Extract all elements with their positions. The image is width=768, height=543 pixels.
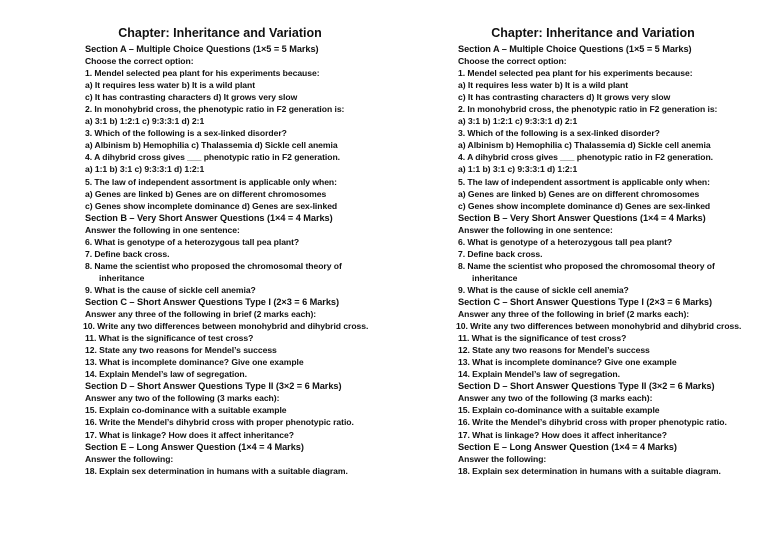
section-heading: Section E – Long Answer Question (1×4 = 4 Marks) [85,441,304,452]
answer-options: a) 3:1 b) 1:2:1 c) 9:3:3:1 d) 2:1 [85,116,205,127]
section-heading: Section A – Multiple Choice Questions (1×5 = 5 Marks) [85,44,319,54]
instruction-text: Choose the correct option: [458,56,567,67]
question: 17. What is linkage? How does it affect inheritance? [85,429,294,440]
question-continuation: inheritance [472,272,518,283]
question: 7. Define back cross. [85,248,170,259]
question: 4. A dihybrid cross gives ___ phenotypic ratio in F2 generation. [85,152,340,163]
instruction-text: Answer the following: [85,453,174,464]
question: 2. In monohybrid cross, the phenotypic ratio in F2 generation is: [85,104,345,115]
question: 3. Which of the following is a sex-linked disorder? [458,128,660,139]
question: 16. Write the Mendel’s dihybrid cross with proper phenotypic ratio. [85,417,354,428]
instruction-text: Answer the following in one sentence: [458,224,613,235]
question: 9. What is the cause of sickle cell anemia? [458,284,629,295]
instruction-text: Answer any three of the following in brief (2 marks each): [85,309,317,320]
section-heading: Section A – Multiple Choice Questions (1×5 = 5 Marks) [458,44,692,54]
question: 4. A dihybrid cross gives ___ phenotypic ratio in F2 generation. [458,152,713,163]
instruction-text: Answer any two of the following (3 marks each): [85,393,280,404]
question: 9. What is the cause of sickle cell anemia? [85,284,256,295]
question: 7. Define back cross. [458,248,543,259]
section-heading: Section C – Short Answer Questions Type I (2×3 = 6 Marks) [458,296,712,307]
instruction-text: Answer the following: [458,453,547,464]
answer-options: c) Genes show incomplete dominance d) Genes are sex-linked [458,200,711,211]
answer-options: a) 1:1 b) 3:1 c) 9:3:3:1 d) 1:2:1 [85,164,205,175]
answer-options: a) It requires less water b) It is a wild plant [85,80,256,91]
question: 15. Explain co-dominance with a suitable example [85,405,287,416]
question: 13. What is incomplete dominance? Give one example [85,357,304,368]
question: 15. Explain co-dominance with a suitable example [458,405,660,416]
answer-options: a) Genes are linked b) Genes are on different chromosomes [458,188,700,199]
answer-options: a) Genes are linked b) Genes are on different chromosomes [85,188,327,199]
instruction-text: Answer any three of the following in brief (2 marks each): [458,309,690,320]
question: 13. What is incomplete dominance? Give one example [458,357,677,368]
section-heading: Section D – Short Answer Questions Type II (3×2 = 6 Marks) [85,381,342,392]
instruction-text: Answer any two of the following (3 marks each): [458,393,653,404]
answer-options: a) 3:1 b) 1:2:1 c) 9:3:3:1 d) 2:1 [458,116,578,127]
question: 3. Which of the following is a sex-linked disorder? [85,128,287,139]
question: 10. Write any two differences between monohybrid and dihybrid cross. [456,321,742,332]
question: 5. The law of independent assortment is applicable only when: [458,176,710,187]
answer-options: c) It has contrasting characters d) It grows very slow [458,92,671,103]
question: 17. What is linkage? How does it affect inheritance? [458,429,667,440]
instruction-text: Answer the following in one sentence: [85,224,240,235]
question: 6. What is genotype of a heterozygous tall pea plant? [458,236,673,247]
question: 2. In monohybrid cross, the phenotypic ratio in F2 generation is: [458,104,718,115]
question: 16. Write the Mendel’s dihybrid cross with proper phenotypic ratio. [458,417,727,428]
question-continuation: inheritance [99,272,145,283]
question: 11. What is the significance of test cross? [458,333,627,344]
section-heading: Section E – Long Answer Question (1×4 = 4 Marks) [458,441,677,452]
question-list [85,43,455,477]
answer-options: c) It has contrasting characters d) It grows very slow [85,92,298,103]
question: 18. Explain sex determination in humans with a suitable diagram. [458,465,721,476]
question-list [458,43,768,477]
section-heading: Section B – Very Short Answer Questions (1×4 = 4 Marks) [458,212,706,223]
question: 10. Write any two differences between monohybrid and dihybrid cross. [83,321,369,332]
question: 1. Mendel selected pea plant for his experiments because: [85,68,320,79]
question: 12. State any two reasons for Mendel’s success [85,345,277,356]
question: 11. What is the significance of test cross? [85,333,254,344]
question: 8. Name the scientist who proposed the chromosomal theory of [458,260,715,271]
chapter-title: Chapter: Inheritance and Variation [491,26,695,40]
question: 18. Explain sex determination in humans with a suitable diagram. [85,465,348,476]
question: 5. The law of independent assortment is applicable only when: [85,176,337,187]
question: 14. Explain Mendel’s law of segregation. [85,369,247,380]
answer-options: a) Albinism b) Hemophilia c) Thalassemia d) Sickle cell anemia [85,140,338,151]
instruction-text: Choose the correct option: [85,56,194,67]
answer-options: c) Genes show incomplete dominance d) Genes are sex-linked [85,200,338,211]
worksheet-right [458,26,768,477]
worksheet-left [85,26,455,477]
section-heading: Section B – Very Short Answer Questions (1×4 = 4 Marks) [85,212,333,223]
section-heading: Section C – Short Answer Questions Type I (2×3 = 6 Marks) [85,296,339,307]
answer-options: a) Albinism b) Hemophilia c) Thalassemia d) Sickle cell anemia [458,140,711,151]
question: 8. Name the scientist who proposed the chromosomal theory of [85,260,342,271]
section-heading: Section D – Short Answer Questions Type II (3×2 = 6 Marks) [458,381,715,392]
question: 14. Explain Mendel’s law of segregation. [458,369,620,380]
question: 12. State any two reasons for Mendel’s success [458,345,650,356]
question: 6. What is genotype of a heterozygous tall pea plant? [85,236,300,247]
chapter-title: Chapter: Inheritance and Variation [118,26,322,40]
question: 1. Mendel selected pea plant for his experiments because: [458,68,693,79]
answer-options: a) It requires less water b) It is a wild plant [458,80,629,91]
answer-options: a) 1:1 b) 3:1 c) 9:3:3:1 d) 1:2:1 [458,164,578,175]
